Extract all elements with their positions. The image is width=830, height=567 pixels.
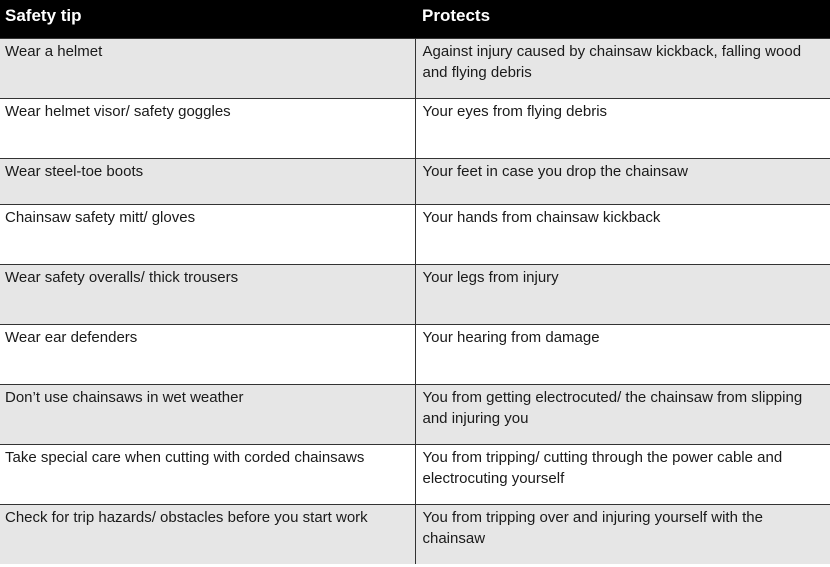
cell-safety-tip: Wear helmet visor/ safety goggles: [0, 98, 415, 158]
header-protects: Protects: [415, 0, 830, 38]
cell-safety-tip: Chainsaw safety mitt/ gloves: [0, 204, 415, 264]
cell-safety-tip: Wear a helmet: [0, 38, 415, 98]
cell-protects: Your legs from injury: [415, 264, 830, 324]
cell-safety-tip: Wear ear defenders: [0, 324, 415, 384]
cell-protects: Your feet in case you drop the chainsaw: [415, 158, 830, 204]
table-row: [0, 324, 830, 384]
cell-protects: You from tripping over and injuring yourself with the chainsaw: [415, 504, 830, 564]
cell-protects: Your eyes from flying debris: [415, 98, 830, 158]
table-row: [0, 384, 830, 444]
table-row: [0, 158, 830, 204]
table-row: [0, 444, 830, 504]
cell-protects: You from getting electrocuted/ the chainsaw from slipping and injuring you: [415, 384, 830, 444]
table-row: [0, 204, 830, 264]
table-row: [0, 98, 830, 158]
cell-safety-tip: Wear safety overalls/ thick trousers: [0, 264, 415, 324]
cell-protects: Your hearing from damage: [415, 324, 830, 384]
cell-safety-tip: Don’t use chainsaws in wet weather: [0, 384, 415, 444]
table-header-row: [0, 0, 830, 38]
cell-safety-tip: Wear steel-toe boots: [0, 158, 415, 204]
cell-safety-tip: Check for trip hazards/ obstacles before you start work: [0, 504, 415, 564]
header-safety-tip: Safety tip: [0, 0, 415, 38]
table-row: [0, 264, 830, 324]
table-row: [0, 38, 830, 98]
table-row: [0, 504, 830, 564]
cell-safety-tip: Take special care when cutting with corded chainsaws: [0, 444, 415, 504]
cell-protects: Your hands from chainsaw kickback: [415, 204, 830, 264]
cell-protects: Against injury caused by chainsaw kickback, falling wood and flying debris: [415, 38, 830, 98]
cell-protects: You from tripping/ cutting through the power cable and electrocuting yourself: [415, 444, 830, 504]
